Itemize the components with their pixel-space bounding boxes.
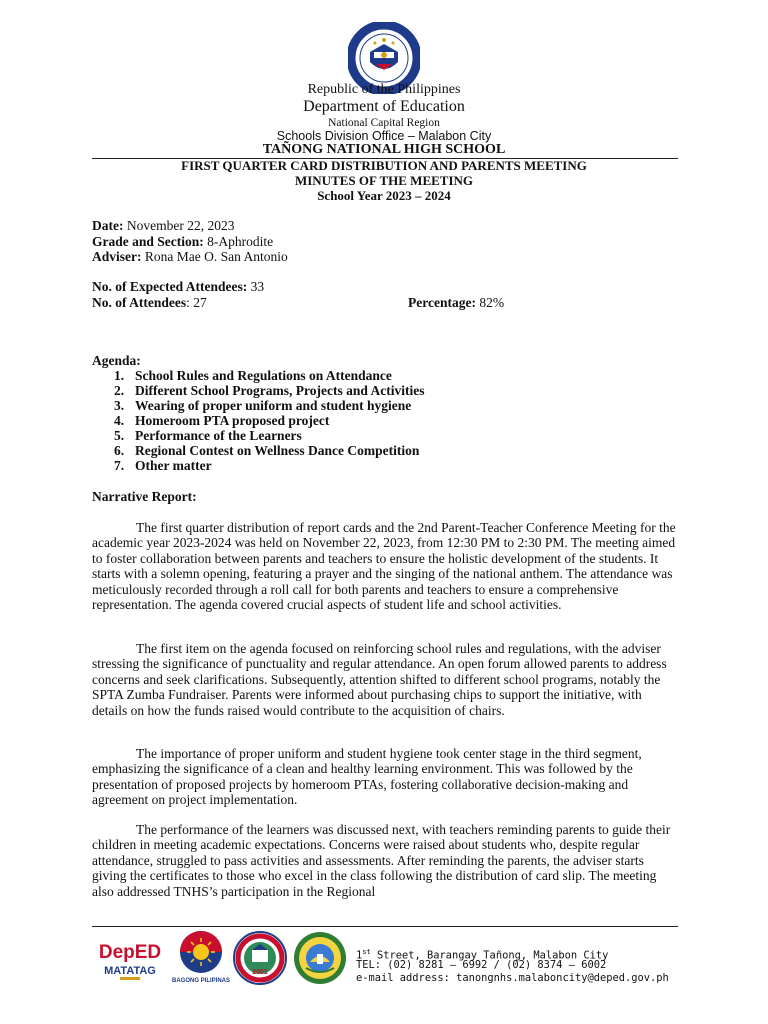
region-line: National Capital Region <box>328 117 440 129</box>
sdo-year: 2001 <box>252 969 268 976</box>
expected-attendees-field <box>92 279 264 295</box>
percentage-value: 82% <box>475 295 505 310</box>
document-subtitle: MINUTES OF THE MEETING <box>294 173 474 188</box>
agenda-item: 7. Other matter <box>114 458 212 473</box>
grade-field <box>92 234 273 250</box>
department-line: Department of Education <box>303 98 465 115</box>
school-name: TAÑONG NATIONAL HIGH SCHOOL <box>262 142 506 157</box>
narrative-paragraph-1: The first quarter distribution of report cards and the 2nd Parent-Teacher Conference Meeting for the academic year 2023-2024 was held on November 22, 2023, from 12:30 PM to 2:30 PM. The meeting aimed to foster collaboration between parents and teachers to ensure the holistic development of the students. It starts with a solemn opening, featuring a prayer and the singing of the national anthem. The attendance was meticulously recorded through a roll call for both parents and teachers to ensure a comprehensive representation. The agenda covered crucial aspects of student life and school activities. <box>92 520 676 613</box>
footer-telephone: TEL: (02) 8281 – 6992 / (02) 8374 – 6002 <box>356 959 607 971</box>
footer-divider <box>92 926 678 927</box>
date-value: November 22, 2023 <box>123 218 235 233</box>
agenda-list <box>114 368 424 473</box>
narrative-paragraph-4: The performance of the learners was discussed next, with teachers reminding parents to guide their children in meeting academic expectations. Concerns were raised about students who, despite regular attendance, struggled to pass activities and assessments. After reminding the parents, the adviser starts giving the certificates to those who excel in the class following the distribution of card slip. The meeting also addressed TNHS’s participation in the Regional <box>92 822 671 899</box>
school-year: School Year 2023 – 2024 <box>317 188 451 203</box>
grade-label: Grade and Section: <box>92 234 204 249</box>
attendees-label: No. of Attendees <box>92 295 187 310</box>
deped-wordmark: DepED <box>98 942 162 963</box>
division-line: Schools Division Office – Malabon City <box>276 129 492 143</box>
attendees-field <box>92 295 207 311</box>
agenda-item: 1. School Rules and Regulations on Attendance <box>114 368 392 383</box>
agenda-item: 4. Homeroom PTA proposed project <box>114 413 330 428</box>
attendees-value: : 27 <box>186 295 207 310</box>
agenda-item: 6. Regional Contest on Wellness Dance Competition <box>114 443 420 458</box>
date-label: Date: <box>92 218 124 233</box>
narrative-paragraph-3: The importance of proper uniform and student hygiene took center stage in the third segment, emphasizing the significance of a clean and healthy learning environment. This was followed by the presentation of proposed projects by homeroom PTAs, fostering collaborative decision-making and agreement on project implementation. <box>92 746 642 808</box>
adviser-field <box>92 249 288 265</box>
bagong-pilipinas-wordmark: BAGONG PILIPINAS <box>171 978 231 984</box>
tanong-nhs-logo <box>292 930 348 986</box>
expected-label: No. of Expected Attendees: <box>92 279 248 294</box>
sdo-malabon-logo <box>232 930 288 986</box>
percentage-label: Percentage: <box>408 295 476 310</box>
footer-address: 1st Street, Barangay Tañong, Malabon City <box>356 948 609 962</box>
bagong-pilipinas-logo <box>170 929 232 985</box>
republic-line: Republic of the Philippines <box>307 82 461 97</box>
document-title: FIRST QUARTER CARD DISTRIBUTION AND PARENTS MEETING <box>181 158 587 173</box>
percentage-field <box>408 295 504 311</box>
agenda-heading: Agenda: <box>92 353 141 368</box>
matatag-wordmark: MATATAG <box>104 965 156 977</box>
adviser-label: Adviser: <box>92 249 142 264</box>
agenda-item: 5. Performance of the Learners <box>114 428 302 443</box>
adviser-value: Rona Mae O. San Antonio <box>141 249 288 264</box>
expected-value: 33 <box>247 279 265 294</box>
agenda-item: 3. Wearing of proper uniform and student hygiene <box>114 398 412 413</box>
narrative-heading: Narrative Report: <box>92 489 197 504</box>
deped-matatag-logo <box>94 934 166 984</box>
agenda-item: 2. Different School Programs, Projects and Activities <box>114 383 425 398</box>
footer-email[interactable]: e-mail address: tanongnhs.malaboncity@deped.gov.ph <box>356 972 669 984</box>
date-field <box>92 218 234 234</box>
grade-value: 8-Aphrodite <box>203 234 274 249</box>
narrative-paragraph-2: The first item on the agenda focused on reinforcing school rules and regulations, with the adviser stressing the significance of punctuality and regular attendance. An open forum allowed parents to address concerns and seek clarifications. Subsequently, attention shifted to different school programs, notably the SPTA Zumba Fundraiser. Parents were informed about purchasing chips to support the initiative, with details on how the funds raised would contribute to the acquisition of chairs. <box>92 641 667 718</box>
